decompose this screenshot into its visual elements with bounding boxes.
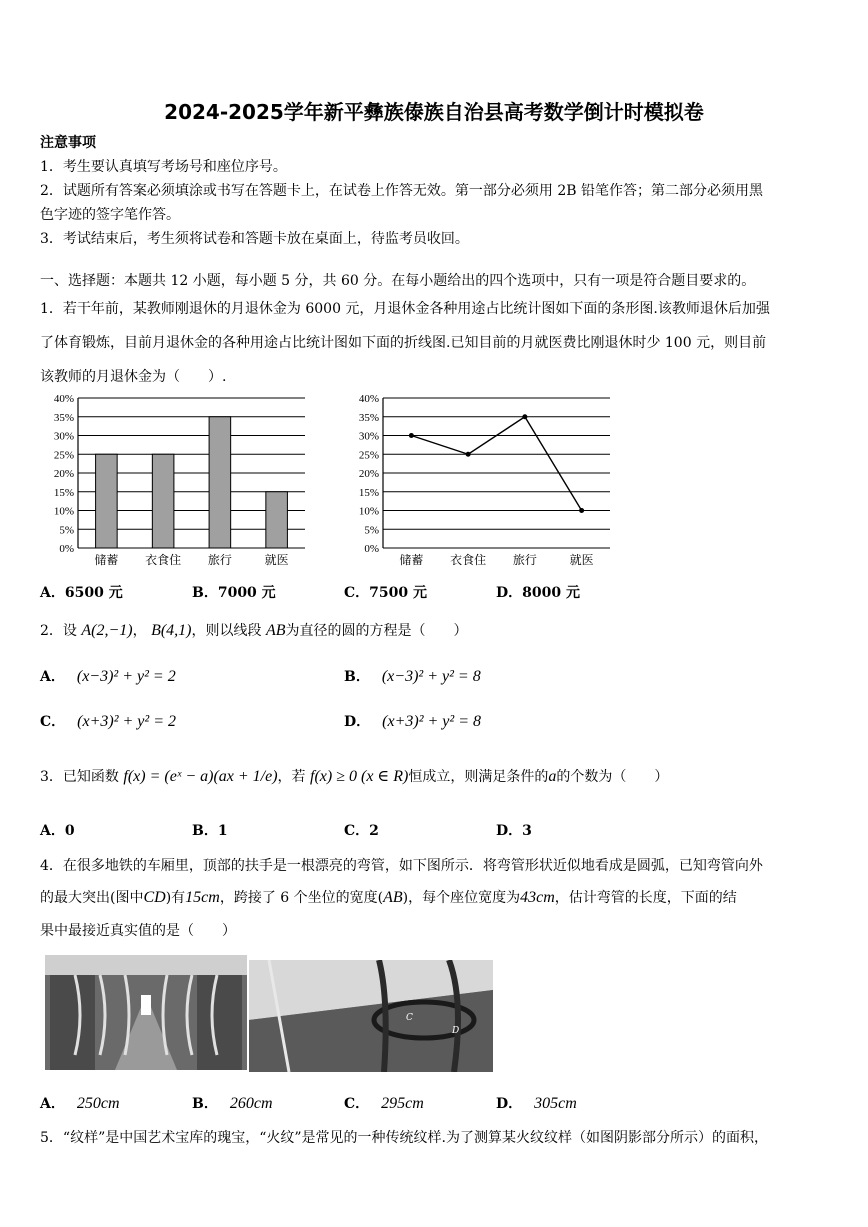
segment-ab: AB — [265, 622, 286, 639]
question-3-suffix: 的个数为（ ） — [556, 769, 669, 785]
option-d: D．8000 元 — [496, 585, 580, 601]
option-c: C．7500 元 — [344, 585, 427, 601]
option-value: 295cm — [381, 1095, 424, 1112]
bar-chart — [40, 390, 320, 570]
variable-a: a — [548, 768, 557, 785]
bar — [96, 454, 118, 548]
notice-item: 1．考生要认真填写考场号和座位序号。 — [40, 159, 287, 175]
point-a: A(2,−1) — [81, 622, 133, 639]
y-tick-label: 40% — [358, 393, 379, 405]
photo-label-d: D — [452, 1026, 460, 1036]
y-tick-label: 10% — [53, 505, 74, 518]
option-c — [344, 1093, 424, 1113]
exam-title: 2024-2025学年新平彝族傣族自治县高考数学倒计时模拟卷 — [164, 100, 704, 124]
line-chart — [345, 390, 625, 570]
option-formula: (x+3)² + y² = 8 — [382, 713, 481, 730]
option-b: B．7000 元 — [192, 585, 276, 601]
notice-item: 2．试题所有答案必须填涂或书写在答题卡上，在试卷上作答无效。第一部分必须用 2B 铅笔作答；第二部分必须用黑 — [40, 183, 763, 199]
y-tick-label: 25% — [53, 449, 74, 462]
segment-cd: CD — [143, 889, 166, 906]
option-d: D．3 — [496, 823, 532, 839]
y-tick-label: 0% — [59, 543, 74, 555]
y-tick-label: 0% — [364, 543, 379, 555]
bar — [266, 492, 288, 548]
y-tick-label: 30% — [358, 430, 379, 443]
question-3-suffix: 恒成立，则满足条件的 — [408, 769, 549, 785]
option-label: C． — [40, 714, 66, 730]
notice-item: 3．考试结束后，考生须将试卷和答题卡放在桌面上，待监考员收回。 — [40, 231, 469, 247]
option-b: B．1 — [192, 823, 228, 839]
option-value: 305cm — [534, 1095, 577, 1112]
y-tick-label: 20% — [53, 468, 74, 480]
bar — [209, 417, 231, 548]
question-1-line: 了体育锻炼，目前月退休金的各种用途占比统计图如下面的折线图.已知目前的月就医费比刚退休时少 100 元，则目前 — [40, 335, 767, 351]
y-tick-label: 35% — [53, 411, 74, 424]
y-tick-label: 40% — [53, 393, 74, 405]
option-label: A． — [40, 1096, 65, 1112]
y-tick-label: 15% — [53, 486, 74, 499]
option-a: A．0 — [40, 823, 75, 839]
text-run: )有 — [165, 890, 186, 906]
question-3-mid: ，若 — [277, 769, 306, 785]
question-4-line — [40, 887, 737, 907]
text-run: )，每个座位宽度为 — [402, 890, 521, 906]
y-tick-label: 10% — [358, 505, 379, 518]
question-4-line: 4．在很多地铁的车厢里，顶部的扶手是一根漂亮的弯管，如下图所示．将弯管形状近似地看成是圆弧，已知弯管向外 — [40, 858, 763, 874]
point-b: B(4,1) — [151, 622, 192, 639]
question-1-line: 该教师的月退休金为（ ）. — [40, 369, 227, 385]
condition-formula: f(x) ≥ 0 (x ∈ R) — [310, 768, 409, 785]
x-tick-label: 旅行 — [207, 553, 232, 567]
y-tick-label: 15% — [358, 486, 379, 499]
option-b — [192, 1093, 273, 1113]
question-2-stem: 2．设 A(2,−1)， B(4,1)，则以线段 AB为直径的圆的方程是（ ） — [40, 622, 468, 639]
option-label: D． — [344, 714, 371, 730]
photo-label-c: C — [406, 1013, 413, 1023]
question-2-mid: ，则以线段 — [191, 623, 262, 639]
option-formula: (x−3)² + y² = 2 — [76, 668, 176, 685]
option-a — [40, 1093, 120, 1113]
data-point — [409, 433, 414, 438]
text-run: ，跨接了 6 个坐位的宽度( — [219, 890, 384, 906]
data-point — [579, 508, 584, 513]
option-d — [344, 711, 481, 731]
question-2-prefix: 2．设 — [40, 623, 77, 639]
subway-photo-left — [45, 955, 247, 1070]
series-line — [411, 417, 581, 511]
function-formula: f(x) = (eˣ − a)(ax + 1/e) — [123, 768, 278, 785]
question-5-line: 5．“纹样”是中国艺术宝库的瑰宝，“火纹”是常见的一种传统纹样.为了测算某火纹纹样（如图阴影部分所示）的面积， — [40, 1130, 768, 1146]
text-run: ，估计弯管的长度，下面的结 — [554, 890, 737, 906]
x-tick-label: 就医 — [264, 553, 289, 567]
question-4-line: 果中最接近真实值的是（ ） — [40, 923, 236, 939]
bar — [152, 454, 174, 548]
option-label: D． — [496, 1096, 523, 1112]
subway-photo-right — [249, 960, 493, 1072]
y-tick-label: 30% — [53, 430, 74, 443]
option-formula: (x−3)² + y² = 8 — [381, 668, 481, 685]
section-heading: 一、选择题：本题共 12 小题，每小题 5 分，共 60 分。在每小题给出的四个选项中，只有一项是符合题目要求的。 — [40, 273, 756, 289]
option-value: 260cm — [229, 1095, 273, 1112]
option-label: B． — [344, 669, 370, 685]
x-tick-label: 储蓄 — [399, 553, 424, 567]
x-tick-label: 旅行 — [512, 553, 537, 567]
question-2-suffix: 为直径的圆的方程是（ ） — [285, 623, 468, 639]
option-a: A．6500 元 — [40, 585, 123, 601]
option-label: C． — [344, 1096, 370, 1112]
value-43cm: 43cm — [520, 889, 555, 906]
question-1-line: 1．若干年前，某教师刚退休的月退休金为 6000 元，月退休金各种用途占比统计图如下面的条形图.该教师退休后加强 — [40, 301, 770, 317]
x-tick-label: 衣食住 — [450, 553, 487, 567]
segment-ab: AB — [383, 889, 403, 906]
text-run: 的最大突出(图中 — [40, 890, 144, 906]
option-a — [40, 666, 176, 686]
option-c: C．2 — [344, 823, 379, 839]
data-point — [466, 452, 471, 457]
question-3-prefix: 3．已知函数 — [40, 769, 119, 785]
option-formula: (x+3)² + y² = 2 — [77, 713, 176, 730]
y-tick-label: 35% — [358, 411, 379, 424]
x-tick-label: 储蓄 — [94, 553, 119, 567]
option-d — [496, 1093, 577, 1113]
option-c — [40, 711, 176, 731]
option-label: A． — [40, 669, 65, 685]
data-point — [522, 414, 527, 419]
y-tick-label: 5% — [364, 524, 379, 537]
option-value: 250cm — [76, 1095, 120, 1112]
x-tick-label: 就医 — [569, 553, 594, 567]
option-label: B． — [192, 1096, 218, 1112]
option-b — [344, 666, 481, 686]
question-3-stem — [40, 766, 668, 786]
y-tick-label: 20% — [358, 468, 379, 480]
notice-item: 色字迹的签字笔作答。 — [40, 207, 180, 223]
y-tick-label: 5% — [59, 524, 74, 537]
x-tick-label: 衣食住 — [145, 553, 182, 567]
notice-heading: 注意事项 — [40, 135, 96, 151]
y-tick-label: 25% — [358, 449, 379, 462]
value-15cm: 15cm — [185, 889, 220, 906]
